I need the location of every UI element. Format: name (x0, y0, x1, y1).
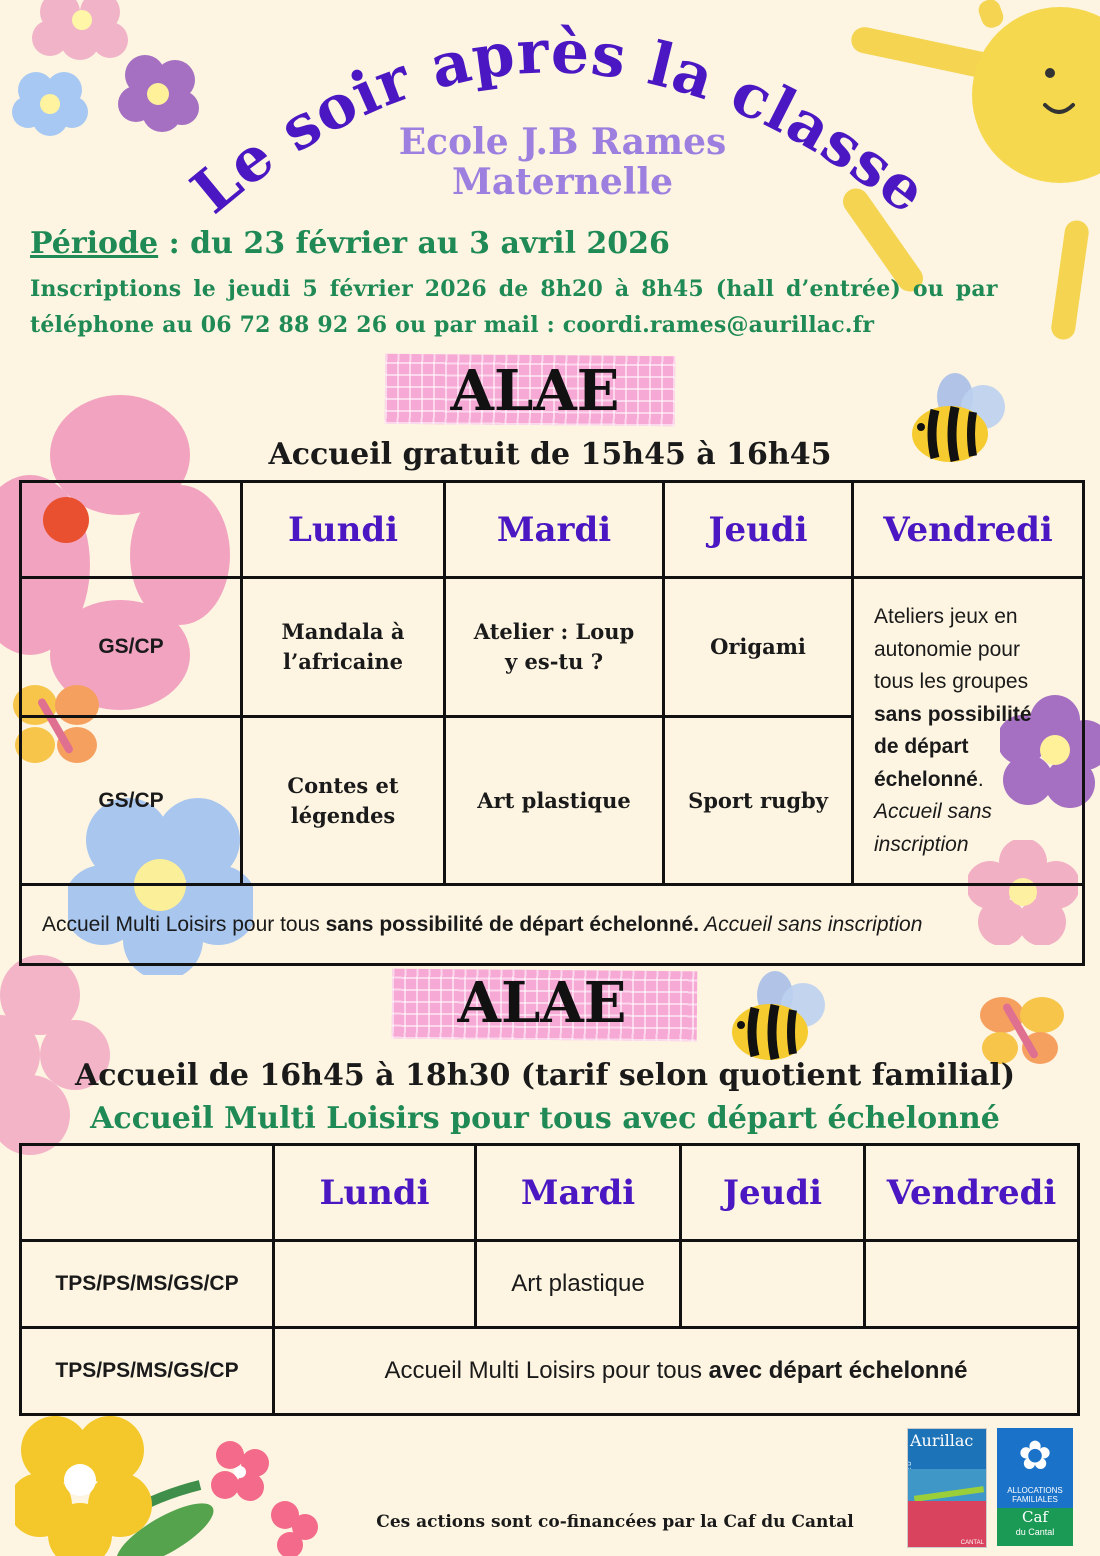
table1-day-vendredi: Vendredi (853, 482, 1084, 578)
table2-row2-activity (274, 1328, 1079, 1415)
table1-row1-group: GS/CP (21, 578, 242, 717)
vendredi-line-1: Ateliers jeux en (874, 605, 1018, 628)
table1-row1-jeudi: Origami (664, 578, 853, 717)
table2-row2-normal: Accueil Multi Loisirs pour tous (384, 1357, 709, 1384)
period-line (30, 226, 670, 261)
flowers-bottom-left (15, 1415, 320, 1556)
vendredi-line-6 (874, 764, 1082, 797)
table1-row2-jeudi: Sport rugby (664, 717, 853, 885)
section1-subtitle: Accueil gratuit de 15h45 à 16h45 (268, 437, 832, 472)
period-separator: : (158, 226, 191, 261)
caf-logo-line1: ALLOCATIONS (1007, 1486, 1063, 1495)
table1-footer-row (21, 885, 1084, 965)
vendredi-line-3: tous les groupes (874, 670, 1029, 693)
table2-row1-lundi (274, 1241, 476, 1328)
caf-emblem-icon: ✿ (1018, 1433, 1052, 1479)
table1-corner-cell (21, 482, 242, 578)
vendredi-bold-2: de départ (874, 735, 969, 758)
vendredi-bold-3: échelonné (874, 767, 978, 791)
period-label: Période (30, 226, 159, 261)
table1-row2-lundi (242, 717, 445, 885)
table1-row2-group: GS/CP (21, 717, 242, 885)
funding-note: Ces actions sont co-financées par la Caf du Cantal (376, 1512, 854, 1532)
table1-row2-mardi: Art plastique (445, 717, 664, 885)
school-name: Ecole J.B Rames (398, 121, 727, 163)
aurillac-logo-bottom: CANTAL (960, 1540, 984, 1546)
registration-line-2: téléphone au 06 72 88 92 26 ou par mail : coordi.rames@aurillac.fr (30, 312, 875, 338)
alae-table-1 (19, 480, 1085, 966)
table2-day-mardi: Mardi (476, 1145, 681, 1241)
section2-subtitle: Accueil de 16h45 à 18h30 (tarif selon quotient familial) (74, 1058, 1016, 1093)
table2-day-lundi: Lundi (274, 1145, 476, 1241)
table2-day-jeudi: Jeudi (681, 1145, 865, 1241)
table1-row1-lundi-text: Mandala à l’africaine (281, 619, 405, 674)
table2-row2-group: TPS/PS/MS/GS/CP (21, 1328, 274, 1415)
section2-subtitle-2: Accueil Multi Loisirs pour tous avec départ échelonné (90, 1101, 1000, 1136)
table2-row1-mardi: Art plastique (476, 1241, 681, 1328)
bee-illustration-2 (725, 970, 830, 1065)
table2-day-vendredi: Vendredi (865, 1145, 1079, 1241)
table1-row1-mardi-text: Atelier : Loup y es-tu ? (473, 619, 635, 674)
caf-logo-region: du Cantal (1015, 1527, 1055, 1537)
table1-footer-normal: Accueil Multi Loisirs pour tous (42, 912, 326, 936)
aurillac-logo-text: Aurillac (910, 1431, 974, 1450)
vendredi-line-2: autonomie pour (874, 637, 1020, 661)
table1-day-lundi: Lundi (242, 482, 445, 578)
table2-row2-bold: avec départ échelonné (708, 1357, 968, 1384)
table1-footer-italic: Accueil sans inscription (699, 912, 923, 936)
svg-text:Le soir après la classe: Le soir après la classe (178, 17, 940, 228)
table2-row1-jeudi (681, 1241, 865, 1328)
table1-row1-lundi (242, 578, 445, 717)
alae-badge-1: ALAE (450, 358, 620, 424)
table2-row1-group: TPS/PS/MS/GS/CP (21, 1241, 274, 1328)
table1-row2-lundi-text: Contes et légendes (287, 772, 399, 828)
caf-logo-line2: FAMILIALES (1012, 1495, 1058, 1504)
caf-logo-name: Caf (1022, 1508, 1048, 1526)
table1-day-mardi: Mardi (445, 482, 664, 578)
alae-badge-2: ALAE (457, 970, 627, 1036)
table1-day-jeudi: Jeudi (664, 482, 853, 578)
vendredi-italic-2: inscription (874, 832, 969, 856)
table2-corner-cell (21, 1145, 274, 1241)
caf-logo (997, 1428, 1073, 1546)
registration-line-1: Inscriptions le jeudi 5 février 2026 de 8h20 à 8h45 (hall d’entrée) ou par (30, 276, 998, 302)
period-dates: du 23 février au 3 avril 2026 (190, 226, 670, 261)
alae-table-2 (19, 1143, 1080, 1416)
table1-row1-mardi (445, 578, 664, 717)
school-level: Maternelle (451, 161, 673, 203)
vendredi-italic-1: Accueil sans (874, 800, 992, 823)
vendredi-bold-1: sans possibilité (874, 702, 1032, 726)
table2-row1-vendredi (865, 1241, 1079, 1328)
table1-vendredi-cell (853, 578, 1084, 885)
vendredi-dot: . (977, 767, 984, 791)
table1-footer-bold: sans possibilité de départ échelonné. (325, 912, 700, 936)
aurillac-logo (907, 1428, 987, 1548)
